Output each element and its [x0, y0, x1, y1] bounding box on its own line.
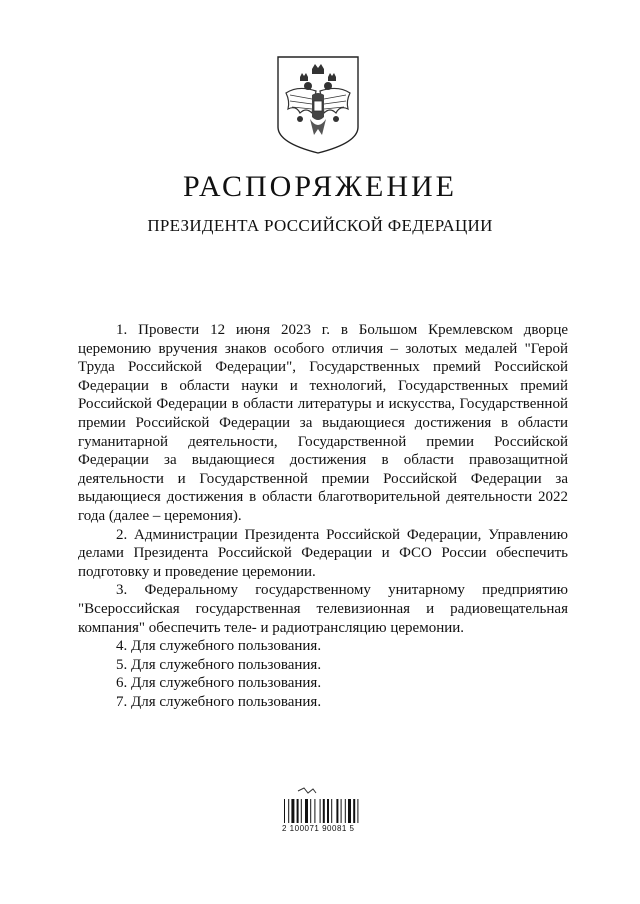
paragraph-7: 7. Для служебного пользования. [116, 693, 322, 710]
document-title: РАСПОРЯЖЕНИЕ [182, 170, 458, 203]
barcode-number: 2 100071 90081 5 [282, 824, 355, 833]
paragraph-6: 6. Для служебного пользования. [116, 675, 322, 692]
paragraph-2: 2. Администрации Президента Российской Федерации, Управлению делами Президента Российской Федерации и ФСО России обеспечить подготовку и проведение церемонии. [78, 526, 568, 580]
russian-coat-of-arms-icon [276, 55, 360, 155]
paragraph-4: 4. Для служебного пользования. [116, 638, 322, 655]
document-subtitle: ПРЕЗИДЕНТА РОССИЙСКОЙ ФЕДЕРАЦИИ [147, 216, 493, 235]
document-body [78, 321, 568, 711]
paragraph-5: 5. Для служебного пользования. [116, 656, 322, 673]
paragraph-3: 3. Федеральному государственному унитарному предприятию "Всероссийская государственная телевизионная и радиовещательная компания" обеспечить теле- и радиотрансляцию церемонии. [78, 582, 568, 636]
paragraph-1: 1. Провести 12 июня 2023 г. в Большом Кремлевском дворце церемонию вручения знаков особого отличия – золотых медалей "Герой Труда Российской Федерации", Государственных премий Российской Федерации в области науки и технологий, Государственных премий Российской Федерации в области литературы и искусства, Государственной премии Российской Федерации за выдающиеся достижения в области гуманитарной деятельности, Государственной премии Российской Федерации за выдающиеся достижения в области правозащитной деятельности и Государственной премии Российской Федерации за выдающиеся достижения в области благотворительной деятельности 2022 года (далее – церемония). [78, 322, 568, 524]
